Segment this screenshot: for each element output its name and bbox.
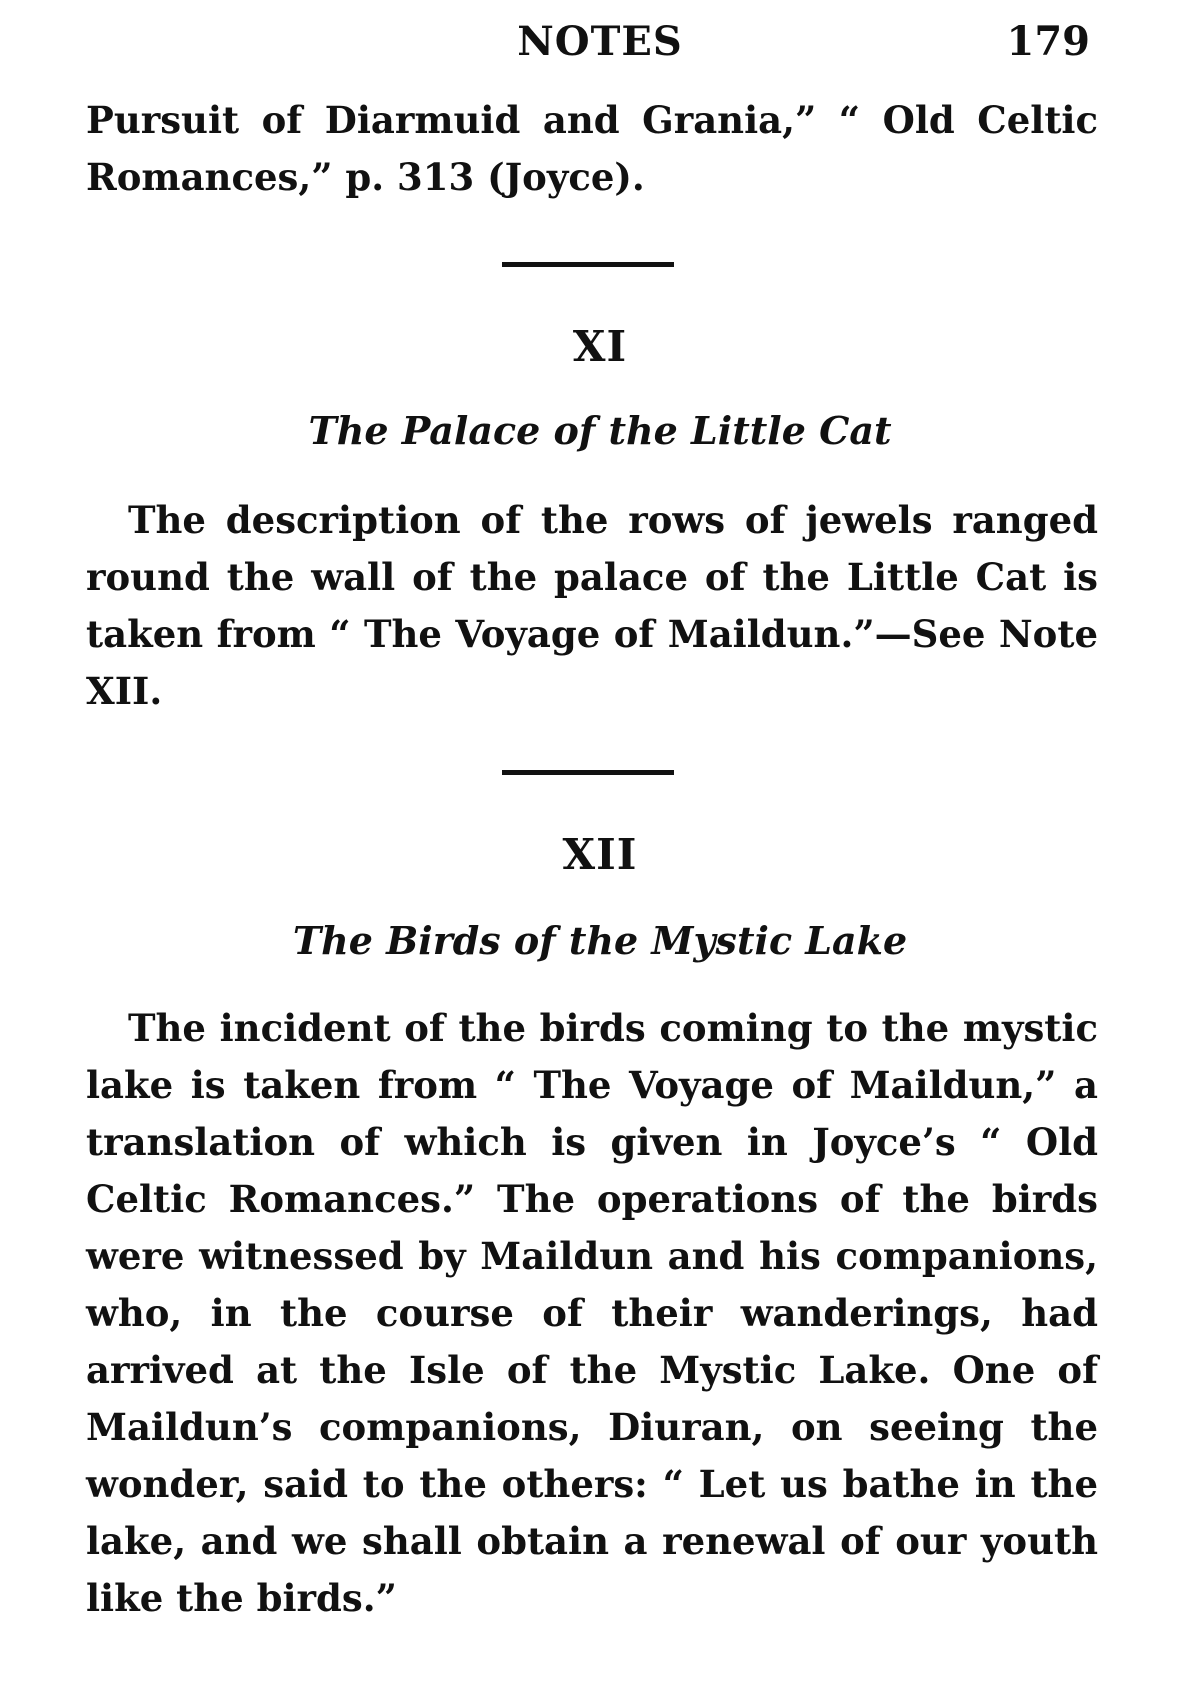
section-body-xi-text: The description of the rows of jewels ranged round the wall of the palace of the Little Cat is taken from “ The Voyage of Maildun.”—See Note XII. bbox=[86, 498, 1098, 713]
section-title-xi: The Palace of the Little Cat bbox=[308, 408, 892, 453]
section-body-xii bbox=[86, 1000, 1098, 1627]
section-body-xii-text: The incident of the birds coming to the mystic lake is taken from “ The Voyage of Maildun,” a translation of which is given in Joyce’s “ Old Celtic Romances.” The operations of the birds were witnessed by Maildun and his companions, who, in the course of their wanderings, had arrived at the Isle of the Mystic Lake. One of Maildun’s companions, Diuran, on seeing the wonder, said to the others: “ Let us bathe in the lake, and we shall obtain a renewal of our youth like the birds.” bbox=[86, 1006, 1098, 1620]
continuation-paragraph: Pursuit of Diarmuid and Grania,” “ Old Celtic Romances,” p. 313 (Joyce). bbox=[86, 98, 1098, 199]
running-header: NOTES bbox=[517, 18, 683, 65]
section-title-xii: The Birds of the Mystic Lake bbox=[292, 918, 908, 963]
section-body-xi bbox=[86, 492, 1098, 720]
section-divider bbox=[502, 770, 674, 775]
page-number: 179 bbox=[1006, 18, 1090, 65]
section-divider bbox=[502, 262, 674, 267]
section-numeral-xii: XII bbox=[562, 830, 638, 879]
section-numeral-xi: XI bbox=[572, 322, 628, 371]
